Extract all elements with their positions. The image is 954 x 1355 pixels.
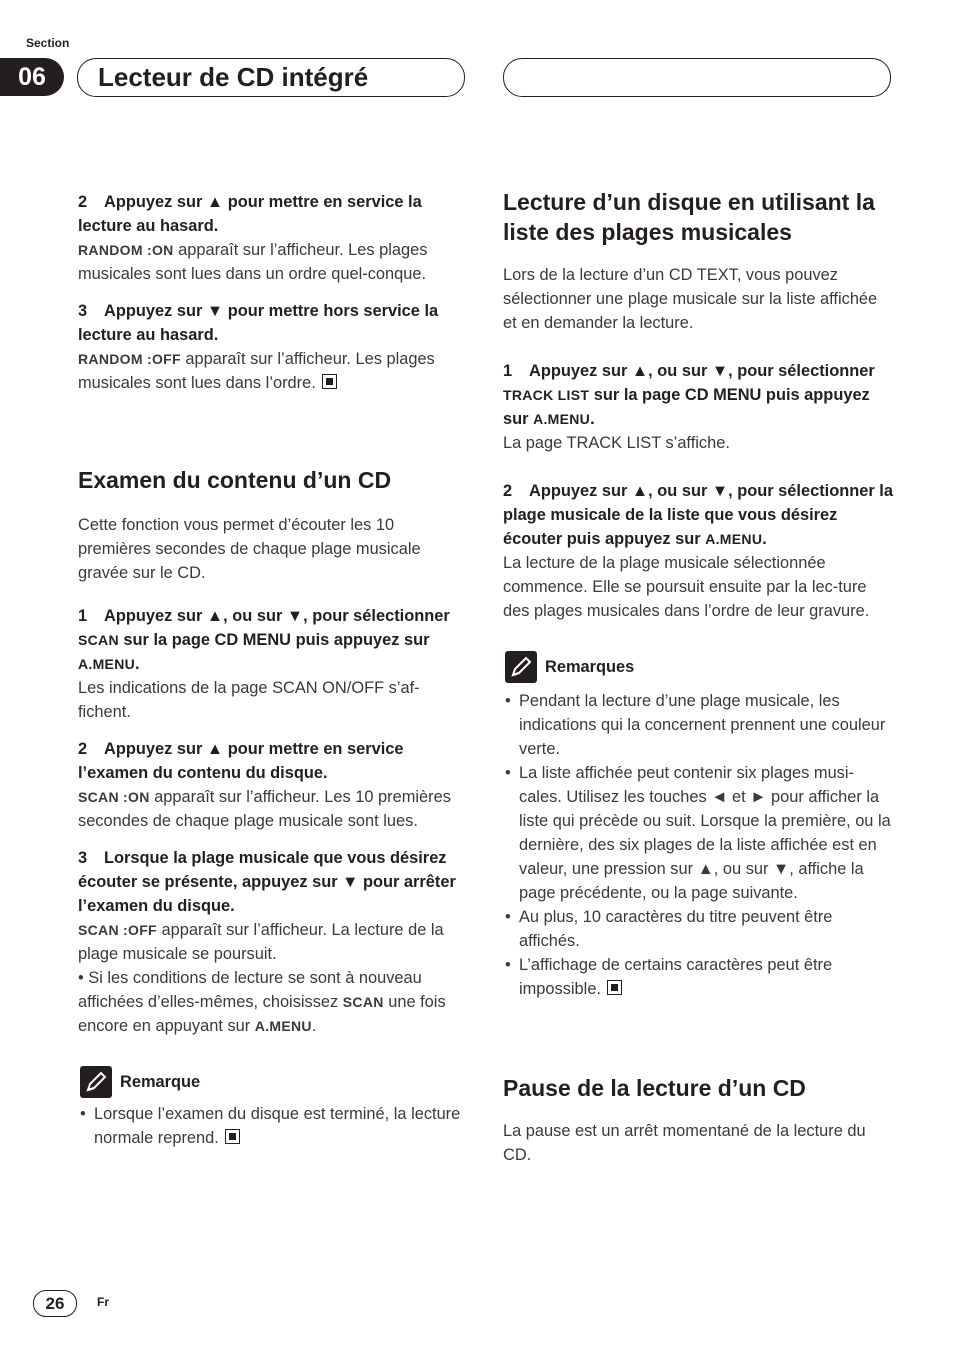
note-item: • Pendant la lecture d’une plage musicale, les indications qui la concernent prennent une couleur verte.: [503, 689, 893, 761]
scan-step-1-text: Les indications de la page SCAN ON/OFF s’af-fichent.: [78, 679, 420, 721]
track-list-step-1-text: La page TRACK LIST s’affiche.: [503, 434, 730, 452]
scan-step-2: 2 Appuyez sur ▲ pour mettre en service l’examen du contenu du disque.: [78, 740, 404, 782]
end-mark-icon: [322, 374, 337, 389]
step-random-on-text: RANDOM :ON apparaît sur l’afficheur. Les plages musicales sont lues dans un ordre quel-conque.: [78, 241, 428, 283]
scan-step-3: 3 Lorsque la plage musicale que vous désirez écouter se présente, appuyez sur ▼ pour arrêter l’examen du disque.: [78, 849, 456, 915]
notes-list: [503, 689, 893, 1001]
note-title: Remarque: [120, 1073, 201, 1091]
notes-title: Remarques: [545, 658, 635, 676]
chapter-title: Lecteur de CD intégré: [98, 62, 369, 92]
scan-step-1: 1 Appuyez sur ▲, ou sur ▼, pour sélectionner SCAN sur la page CD MENU puis appuyez sur A.MENU.: [78, 607, 450, 673]
notes-header: [505, 651, 893, 683]
pencil-note-icon: [505, 651, 537, 683]
track-list-heading: Lecture d’un disque en utilisant la liste des plages musicales: [503, 189, 875, 245]
note-list: [78, 1102, 466, 1150]
end-mark-icon: [225, 1129, 240, 1144]
note-item: • Au plus, 10 caractères du titre peuvent être affichés.: [503, 905, 893, 953]
section-number-badge: 06: [0, 58, 64, 96]
chapter-title-box: [77, 58, 465, 97]
scan-step-2-text: SCAN :ON apparaît sur l’afficheur. Les 10 premières secondes de chaque plage musicale sont lues.: [78, 788, 451, 830]
step-random-on: 2 Appuyez sur ▲ pour mettre en service la lecture au hasard.: [78, 193, 422, 235]
scan-step-3-bullet: • Si les conditions de lecture se sont à nouveau affichées d’elles-mêmes, choisissez SCAN une fois encore en appuyant sur A.MENU.: [78, 969, 446, 1035]
track-list-intro: Lors de la lecture d’un CD TEXT, vous pouvez sélectionner une plage musicale sur la liste affichée et en demander la lecture.: [503, 266, 878, 332]
language-code: Fr: [97, 1295, 109, 1309]
pause-text: La pause est un arrêt momentané de la lecture du CD.: [503, 1122, 866, 1164]
pause-heading: Pause de la lecture d’un CD: [503, 1075, 806, 1101]
pencil-note-icon: [80, 1066, 112, 1098]
scan-intro: Cette fonction vous permet d’écouter les 10 premières secondes de chaque plage musicale gravée sur le CD.: [78, 516, 421, 582]
step-random-off: 3 Appuyez sur ▼ pour mettre hors service la lecture au hasard.: [78, 302, 439, 344]
track-list-step-2: 2 Appuyez sur ▲, ou sur ▼, pour sélectionner la plage musicale de la liste que vous désirez écouter puis appuyez sur A.MENU.: [503, 482, 893, 548]
right-column: [503, 187, 893, 1167]
section-label: Section: [26, 36, 70, 50]
note-header: [80, 1066, 466, 1098]
track-list-step-2-text: La lecture de la plage musicale sélectionnée commence. Elle se poursuit ensuite par la lec-ture des plages musicales dans l’ordre de leur gravure.: [503, 554, 870, 620]
step-random-off-text: RANDOM :OFF apparaît sur l’afficheur. Les plages musicales sont lues dans l’ordre.: [78, 350, 435, 392]
note-item: • La liste affichée peut contenir six plages musi-cales. Utilisez les touches ◄ et ► pour afficher la liste qui précède ou suit. Lorsque la première, ou la dernière, des six plages de la liste affichée est en valeur, une pression sur ▲, ou sur ▼, affiche la page précédente, ou la page suivante.: [503, 761, 893, 905]
note-item: • Lorsque l’examen du disque est terminé, la lecture normale reprend.: [78, 1102, 466, 1150]
empty-title-box: [503, 58, 891, 97]
track-list-step-1: 1 Appuyez sur ▲, ou sur ▼, pour sélectionner TRACK LIST sur la page CD MENU puis appuyez sur A.MENU.: [503, 362, 875, 428]
left-column: [78, 190, 466, 1150]
end-mark-icon: [607, 980, 622, 995]
page-number: 26: [33, 1290, 77, 1317]
note-item: • L’affichage de certains caractères peut être impossible.: [503, 953, 893, 1001]
scan-step-3-text: SCAN :OFF apparaît sur l’afficheur. La lecture de la plage musicale se poursuit.: [78, 921, 444, 963]
scan-heading: Examen du contenu d’un CD: [78, 467, 392, 493]
